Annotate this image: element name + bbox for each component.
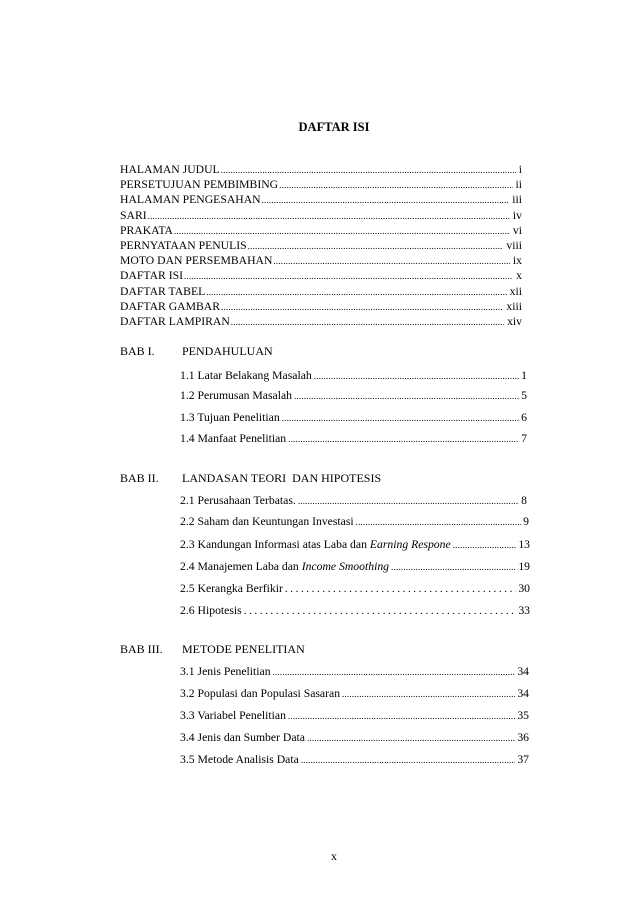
dot-leader bbox=[221, 300, 503, 315]
chapter-title: PENDAHULUAN bbox=[182, 344, 273, 358]
toc-label: PERNYATAAN PENULIS bbox=[120, 238, 247, 252]
section-page: 7 bbox=[521, 432, 527, 445]
dot-leader bbox=[174, 224, 510, 239]
toc-label: PRAKATA bbox=[120, 223, 173, 237]
section-label: 1.3 Tujuan Penelitian bbox=[180, 411, 280, 424]
toc-page: ix bbox=[512, 254, 522, 268]
dot-leader bbox=[231, 315, 504, 330]
section-entry bbox=[180, 731, 529, 744]
toc-label: SARI bbox=[120, 208, 147, 222]
toc-label: PERSETUJUAN PEMBIMBING bbox=[120, 178, 279, 192]
toc-entry bbox=[120, 208, 522, 223]
dot-leader bbox=[298, 496, 519, 506]
chapter-number: BAB I. bbox=[120, 344, 155, 358]
toc-page: xii bbox=[509, 284, 522, 298]
dot-leader bbox=[184, 269, 513, 284]
section-entry bbox=[180, 389, 527, 402]
section-entry bbox=[180, 494, 527, 507]
chapter-heading bbox=[120, 642, 305, 657]
section-page: 19 bbox=[518, 560, 530, 573]
toc-entry bbox=[120, 314, 522, 329]
toc-label: DAFTAR ISI bbox=[120, 269, 184, 283]
page-number: x bbox=[331, 849, 337, 863]
toc-label: DAFTAR TABEL bbox=[120, 284, 206, 298]
chapter-heading bbox=[120, 344, 273, 359]
section-label: 3.4 Jenis dan Sumber Data bbox=[180, 731, 305, 744]
section-label: 2.4 Manajemen Laba dan Income Smoothing bbox=[180, 560, 390, 573]
section-page: 6 bbox=[521, 411, 527, 424]
dot-leader bbox=[244, 605, 517, 617]
section-label: 2.6 Hipotesis bbox=[180, 604, 242, 617]
toc-page: xiii bbox=[506, 299, 522, 313]
section-entry bbox=[180, 432, 527, 445]
section-label: 1.4 Manfaat Penelitian bbox=[180, 432, 287, 445]
toc-entry bbox=[120, 268, 522, 283]
chapter-heading bbox=[120, 471, 381, 486]
dot-leader bbox=[221, 163, 516, 178]
toc-entry bbox=[120, 299, 522, 314]
dot-leader bbox=[453, 540, 517, 550]
dot-leader bbox=[273, 254, 510, 269]
page-title: DAFTAR ISI bbox=[298, 120, 370, 134]
chapter-title: LANDASAN TEORI DAN HIPOTESIS bbox=[182, 471, 382, 485]
section-page: 34 bbox=[517, 665, 529, 678]
section-entry bbox=[180, 687, 529, 700]
section-entry bbox=[180, 538, 530, 551]
dot-leader bbox=[273, 667, 516, 677]
section-label-italic: Income Smoothing bbox=[301, 560, 390, 573]
section-label: 2.3 Kandungan Informasi atas Laba dan Earning Respone bbox=[180, 538, 451, 551]
dot-leader bbox=[262, 193, 510, 208]
section-page: 36 bbox=[517, 731, 529, 744]
toc-page: xiv bbox=[507, 314, 522, 328]
section-entry bbox=[180, 582, 530, 595]
dot-leader bbox=[342, 689, 515, 699]
dot-leader bbox=[148, 209, 510, 224]
section-label-italic: Earning Respone bbox=[369, 538, 451, 551]
front-matter-list bbox=[120, 162, 522, 329]
chapter-number: BAB III. bbox=[120, 642, 163, 656]
dot-leader bbox=[279, 178, 512, 193]
toc-label: DAFTAR LAMPIRAN bbox=[120, 314, 230, 328]
section-page: 1 bbox=[521, 369, 527, 382]
section-page: 34 bbox=[517, 687, 529, 700]
toc-page: iv bbox=[512, 208, 522, 222]
section-entry bbox=[180, 560, 530, 573]
toc-entry bbox=[120, 238, 522, 253]
section-entry bbox=[180, 411, 527, 424]
toc-label: HALAMAN JUDUL bbox=[120, 163, 220, 176]
dot-leader bbox=[307, 733, 515, 743]
section-entry bbox=[180, 665, 529, 678]
section-entry bbox=[180, 709, 529, 722]
toc-entry bbox=[120, 223, 522, 238]
section-page: 8 bbox=[521, 494, 527, 507]
chapter-title: METODE PENELITIAN bbox=[182, 642, 305, 656]
toc-entry bbox=[120, 284, 522, 299]
section-label: 2.2 Saham dan Keuntungan Investasi bbox=[180, 515, 354, 528]
toc-entry bbox=[120, 192, 522, 207]
section-label: 3.3 Variabel Penelitian bbox=[180, 709, 286, 722]
toc-label: HALAMAN PENGESAHAN bbox=[120, 193, 261, 207]
dot-leader bbox=[206, 285, 506, 300]
section-label: 2.5 Kerangka Berfikir bbox=[180, 582, 283, 595]
toc-page: iii bbox=[512, 193, 522, 207]
dot-leader bbox=[314, 371, 519, 381]
toc-page: i bbox=[518, 163, 522, 176]
section-page: 37 bbox=[517, 753, 529, 766]
section-entry bbox=[180, 604, 530, 617]
toc-page: x bbox=[516, 269, 522, 283]
section-entry bbox=[180, 369, 527, 382]
section-page: 30 bbox=[518, 582, 530, 595]
section-page: 13 bbox=[518, 538, 530, 551]
section-label: 3.2 Populasi dan Populasi Sasaran bbox=[180, 687, 341, 700]
toc-entry bbox=[120, 177, 522, 192]
toc-page: viii bbox=[506, 238, 522, 252]
dot-leader bbox=[285, 583, 516, 595]
section-page: 35 bbox=[517, 709, 529, 722]
dot-leader bbox=[288, 711, 515, 721]
section-page: 9 bbox=[523, 515, 529, 528]
dot-leader bbox=[288, 434, 519, 444]
toc-label: DAFTAR GAMBAR bbox=[120, 299, 221, 313]
section-label: 3.1 Jenis Penelitian bbox=[180, 665, 271, 678]
chapter-number: BAB II. bbox=[120, 471, 159, 485]
dot-leader bbox=[282, 413, 519, 423]
toc-entry bbox=[120, 162, 522, 177]
section-label: 1.1 Latar Belakang Masalah bbox=[180, 369, 312, 382]
dot-leader bbox=[248, 239, 504, 254]
toc-page: vi bbox=[512, 223, 522, 237]
dot-leader bbox=[294, 391, 519, 401]
section-entry bbox=[180, 753, 529, 766]
toc-page: ii bbox=[515, 178, 522, 192]
dot-leader bbox=[356, 517, 522, 527]
toc-label: MOTO DAN PERSEMBAHAN bbox=[120, 254, 273, 268]
section-label: 2.1 Perusahaan Terbatas. bbox=[180, 494, 296, 507]
dot-leader bbox=[301, 755, 516, 765]
section-entry bbox=[180, 515, 529, 528]
section-label: 1.2 Perumusan Masalah bbox=[180, 389, 292, 402]
toc-entry bbox=[120, 253, 522, 268]
section-page: 5 bbox=[521, 389, 527, 402]
section-page: 33 bbox=[518, 604, 530, 617]
dot-leader bbox=[391, 562, 516, 572]
section-label: 3.5 Metode Analisis Data bbox=[180, 753, 299, 766]
